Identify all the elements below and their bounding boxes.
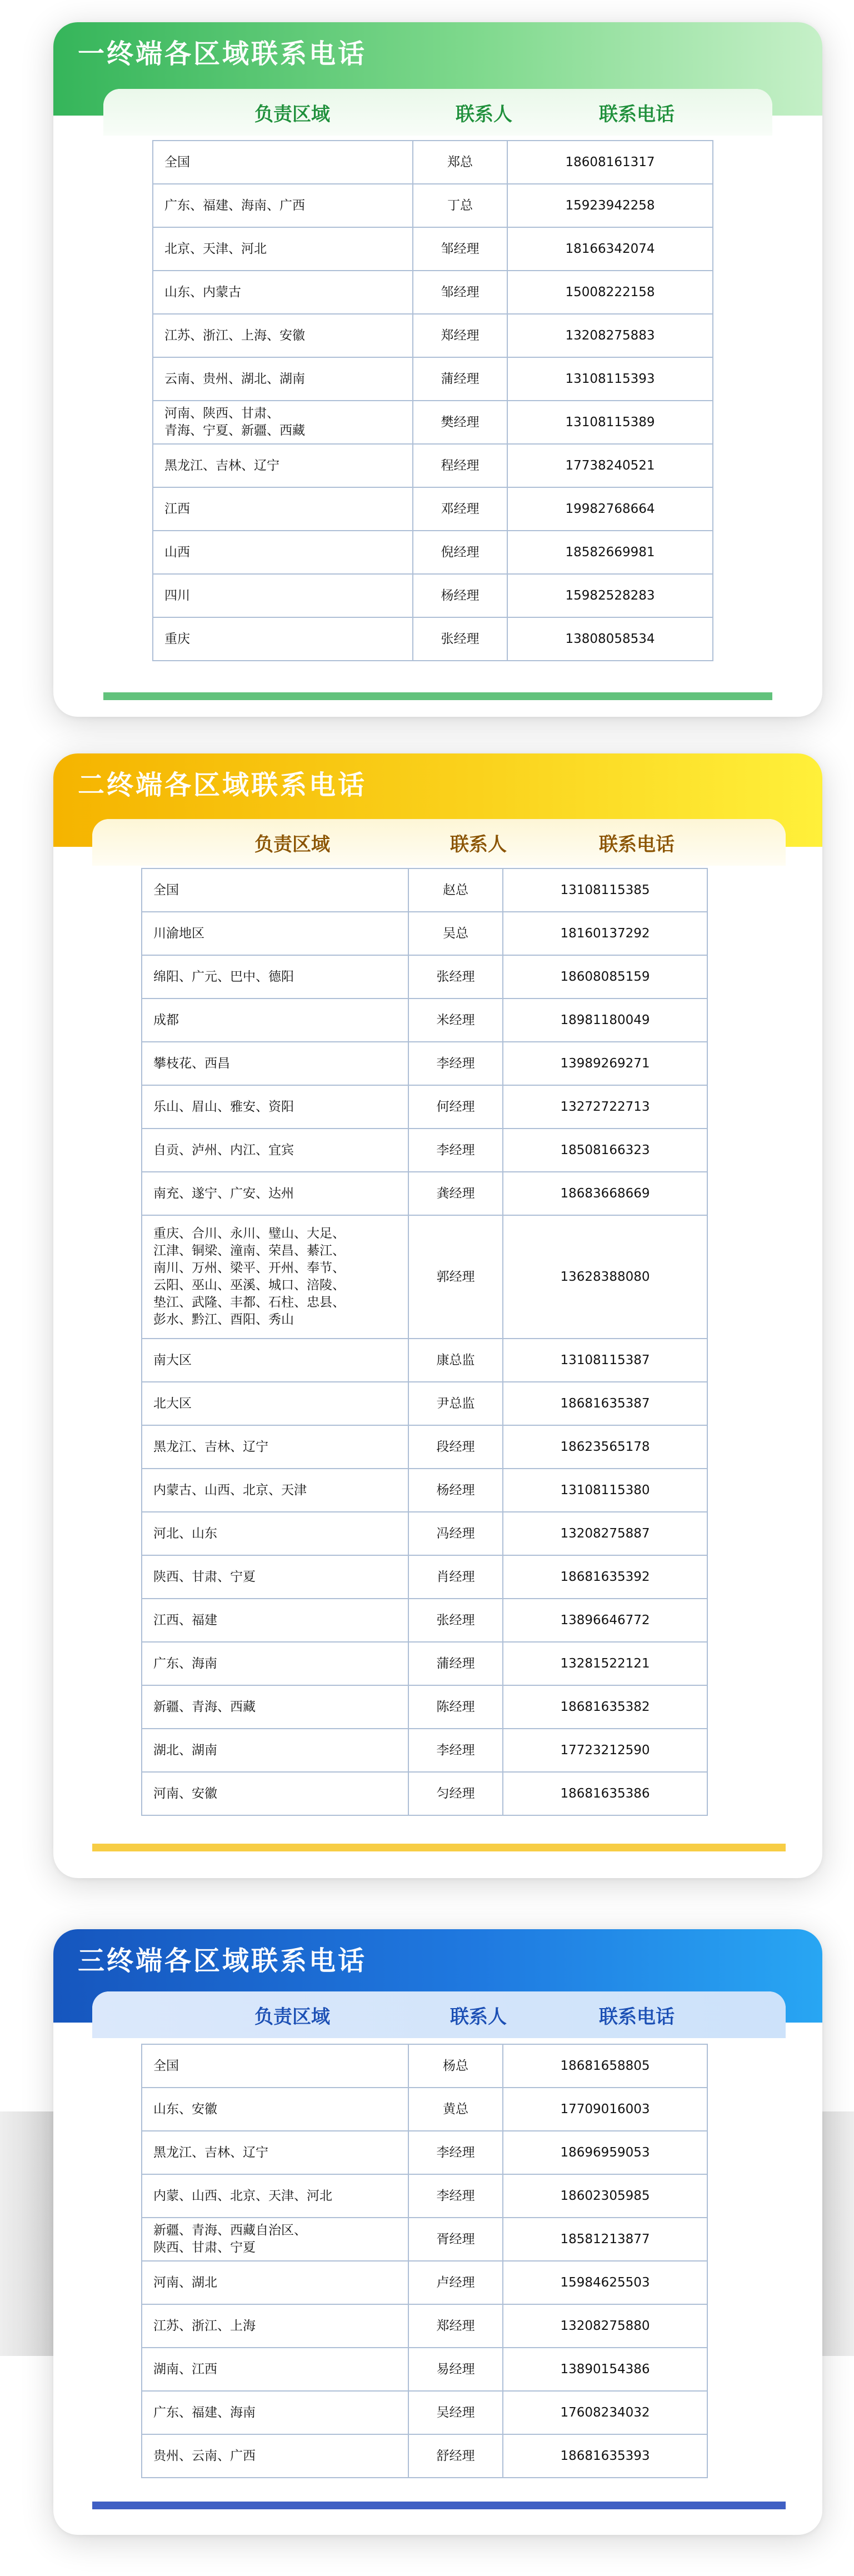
- phone-number-cell: 18166342074: [507, 227, 713, 271]
- contact-person-cell: 李经理: [408, 1129, 503, 1172]
- table-row: [142, 2044, 707, 2088]
- region-cell: 四川: [153, 574, 413, 617]
- terminal-1-contact-card: [53, 22, 822, 717]
- region-cell: 陕西、甘肃、宁夏: [142, 1555, 408, 1599]
- phone-number-cell: 13281522121: [503, 1642, 707, 1685]
- contact-person-cell: 蒲经理: [408, 1642, 503, 1685]
- region-cell: 北大区: [142, 1382, 408, 1425]
- table-row: [142, 1339, 707, 1382]
- table-row: [142, 1172, 707, 1215]
- region-cell: 全国: [153, 141, 413, 184]
- region-cell: 重庆、合川、永川、璧山、大足、 江津、铜梁、潼南、荣昌、綦江、 南川、万州、梁平、开州、奉节、 云阳、巫山、巫溪、城口、涪陵、 垫江、武隆、丰都、石柱、忠县、 彭水、黔江、酉阳、秀山: [142, 1215, 408, 1339]
- region-cell: 河北、山东: [142, 1512, 408, 1555]
- region-cell: 绵阳、广元、巴中、德阳: [142, 955, 408, 999]
- contact-table: [141, 2044, 708, 2478]
- region-cell: 河南、安徽: [142, 1772, 408, 1815]
- phone-number-cell: 13208275883: [507, 314, 713, 357]
- contact-person-cell: 陈经理: [408, 1685, 503, 1729]
- panel-bottom-bar: [103, 692, 772, 700]
- phone-number-cell: 15984625503: [503, 2261, 707, 2304]
- table-row: [142, 868, 707, 912]
- region-cell: 南大区: [142, 1339, 408, 1382]
- contact-person-cell: 丁总: [413, 184, 507, 227]
- phone-number-cell: 15982528283: [507, 574, 713, 617]
- contact-panel: [92, 1991, 786, 2509]
- region-cell: 湖北、湖南: [142, 1729, 408, 1772]
- table-row: [153, 531, 713, 574]
- table-row: [142, 2434, 707, 2478]
- region-cell: 内蒙、山西、北京、天津、河北: [142, 2174, 408, 2218]
- contact-person-cell: 胥经理: [408, 2218, 503, 2261]
- region-cell: 贵州、云南、广西: [142, 2434, 408, 2478]
- table-row: [142, 999, 707, 1042]
- contact-person-cell: 张经理: [413, 617, 507, 661]
- contact-person-cell: 舒经理: [408, 2434, 503, 2478]
- card-title: 二终端各区域联系电话: [78, 770, 367, 801]
- contact-person-cell: 蒲经理: [413, 357, 507, 401]
- column-header-area: 负责区域: [254, 833, 330, 856]
- contact-person-cell: 吴经理: [408, 2391, 503, 2434]
- region-cell: 云南、贵州、湖北、湖南: [153, 357, 413, 401]
- contact-person-cell: 郭经理: [408, 1215, 503, 1339]
- region-cell: 黑龙江、吉林、辽宁: [142, 1425, 408, 1469]
- column-header-phone: 联系电话: [599, 2006, 675, 2028]
- phone-number-cell: 13108115385: [503, 868, 707, 912]
- contact-person-cell: 杨总: [408, 2044, 503, 2088]
- contact-person-cell: 邹经理: [413, 227, 507, 271]
- region-cell: 山西: [153, 531, 413, 574]
- table-row: [153, 357, 713, 401]
- card-title: 一终端各区域联系电话: [78, 38, 367, 69]
- region-cell: 内蒙古、山西、北京、天津: [142, 1469, 408, 1512]
- table-row: [142, 1215, 707, 1339]
- region-cell: 江西: [153, 487, 413, 531]
- panel-bottom-bar: [92, 2502, 786, 2509]
- contact-table: [152, 140, 713, 661]
- contact-panel: [103, 89, 772, 700]
- phone-number-cell: 17709016003: [503, 2088, 707, 2131]
- region-cell: 南充、遂宁、广安、达州: [142, 1172, 408, 1215]
- column-header-person: 联系人: [450, 833, 507, 856]
- phone-number-cell: 13208275880: [503, 2304, 707, 2348]
- card-title: 三终端各区域联系电话: [78, 1945, 367, 1976]
- table-row: [142, 955, 707, 999]
- region-cell: 湖南、江西: [142, 2348, 408, 2391]
- column-header-person: 联系人: [456, 103, 512, 126]
- phone-number-cell: 13108115380: [503, 1469, 707, 1512]
- table-row: [153, 444, 713, 487]
- contact-person-cell: 康总监: [408, 1339, 503, 1382]
- contact-person-cell: 冯经理: [408, 1512, 503, 1555]
- table-row: [142, 1425, 707, 1469]
- phone-number-cell: 18696959053: [503, 2131, 707, 2174]
- region-cell: 全国: [142, 2044, 408, 2088]
- table-row: [153, 271, 713, 314]
- contact-person-cell: 米经理: [408, 999, 503, 1042]
- region-cell: 江苏、浙江、上海、安徽: [153, 314, 413, 357]
- table-row: [142, 2348, 707, 2391]
- panel-bottom-bar: [92, 1844, 786, 1851]
- region-cell: 北京、天津、河北: [153, 227, 413, 271]
- table-row: [153, 227, 713, 271]
- contact-person-cell: 张经理: [408, 955, 503, 999]
- table-row: [142, 1772, 707, 1815]
- region-cell: 黑龙江、吉林、辽宁: [142, 2131, 408, 2174]
- table-row: [142, 1599, 707, 1642]
- region-cell: 黑龙江、吉林、辽宁: [153, 444, 413, 487]
- contact-person-cell: 匀经理: [408, 1772, 503, 1815]
- table-row: [142, 2261, 707, 2304]
- region-cell: 广东、福建、海南、广西: [153, 184, 413, 227]
- region-cell: 重庆: [153, 617, 413, 661]
- contact-person-cell: 卢经理: [408, 2261, 503, 2304]
- region-cell: 自贡、泸州、内江、宜宾: [142, 1129, 408, 1172]
- phone-number-cell: 13108115389: [507, 401, 713, 444]
- contact-person-cell: 邹经理: [413, 271, 507, 314]
- contact-person-cell: 李经理: [408, 2131, 503, 2174]
- phone-number-cell: 18602305985: [503, 2174, 707, 2218]
- column-header-row: [92, 1991, 786, 2038]
- region-cell: 河南、陕西、甘肃、 青海、宁夏、新疆、西藏: [153, 401, 413, 444]
- table-row: [153, 487, 713, 531]
- phone-number-cell: 15923942258: [507, 184, 713, 227]
- terminal-3-contact-card: [53, 1929, 822, 2535]
- phone-number-cell: 18608085159: [503, 955, 707, 999]
- phone-number-cell: 17738240521: [507, 444, 713, 487]
- phone-number-cell: 13208275887: [503, 1512, 707, 1555]
- table-row: [153, 314, 713, 357]
- phone-number-cell: 18981180049: [503, 999, 707, 1042]
- phone-number-cell: 18681658805: [503, 2044, 707, 2088]
- contact-person-cell: 易经理: [408, 2348, 503, 2391]
- contact-table: [141, 868, 708, 1816]
- phone-number-cell: 13628388080: [503, 1215, 707, 1339]
- contact-person-cell: 邓经理: [413, 487, 507, 531]
- table-row: [142, 912, 707, 955]
- contact-person-cell: 李经理: [408, 1729, 503, 1772]
- table-row: [142, 1085, 707, 1129]
- table-row: [142, 1129, 707, 1172]
- contact-person-cell: 赵总: [408, 868, 503, 912]
- region-cell: 成都: [142, 999, 408, 1042]
- contact-person-cell: 郑经理: [413, 314, 507, 357]
- table-row: [153, 617, 713, 661]
- table-row: [142, 1469, 707, 1512]
- contact-person-cell: 张经理: [408, 1599, 503, 1642]
- phone-number-cell: 15008222158: [507, 271, 713, 314]
- column-header-phone: 联系电话: [599, 103, 675, 126]
- phone-number-cell: 18608161317: [507, 141, 713, 184]
- contact-person-cell: 杨经理: [413, 574, 507, 617]
- contact-person-cell: 李经理: [408, 1042, 503, 1085]
- region-cell: 江苏、浙江、上海: [142, 2304, 408, 2348]
- phone-number-cell: 13989269271: [503, 1042, 707, 1085]
- phone-number-cell: 18582669981: [507, 531, 713, 574]
- phone-number-cell: 17608234032: [503, 2391, 707, 2434]
- table-row: [142, 2174, 707, 2218]
- phone-number-cell: 13808058534: [507, 617, 713, 661]
- contact-person-cell: 尹总监: [408, 1382, 503, 1425]
- column-header-person: 联系人: [450, 2006, 507, 2028]
- column-header-phone: 联系电话: [599, 833, 675, 856]
- contact-person-cell: 倪经理: [413, 531, 507, 574]
- contact-person-cell: 肖经理: [408, 1555, 503, 1599]
- table-row: [153, 574, 713, 617]
- phone-number-cell: 18508166323: [503, 1129, 707, 1172]
- region-cell: 新疆、青海、西藏: [142, 1685, 408, 1729]
- table-row: [142, 2304, 707, 2348]
- contact-person-cell: 李经理: [408, 2174, 503, 2218]
- contact-person-cell: 杨经理: [408, 1469, 503, 1512]
- phone-number-cell: 13108115393: [507, 357, 713, 401]
- contact-person-cell: 吴总: [408, 912, 503, 955]
- table-row: [142, 1382, 707, 1425]
- column-header-row: [92, 819, 786, 866]
- terminal-2-contact-card: [53, 753, 822, 1878]
- table-row: [142, 1642, 707, 1685]
- phone-number-cell: 18623565178: [503, 1425, 707, 1469]
- region-cell: 江西、福建: [142, 1599, 408, 1642]
- phone-number-cell: 18681635393: [503, 2434, 707, 2478]
- contact-person-cell: 何经理: [408, 1085, 503, 1129]
- contact-person-cell: 郑经理: [408, 2304, 503, 2348]
- phone-number-cell: 18681635382: [503, 1685, 707, 1729]
- phone-number-cell: 18681635392: [503, 1555, 707, 1599]
- table-row: [142, 1685, 707, 1729]
- table-row: [142, 2218, 707, 2261]
- column-header-area: 负责区域: [254, 2006, 330, 2028]
- table-row: [142, 1512, 707, 1555]
- region-cell: 川渝地区: [142, 912, 408, 955]
- contact-person-cell: 樊经理: [413, 401, 507, 444]
- table-row: [142, 2391, 707, 2434]
- contact-person-cell: 段经理: [408, 1425, 503, 1469]
- column-header-row: [103, 89, 772, 136]
- table-row: [142, 2131, 707, 2174]
- table-row: [142, 2088, 707, 2131]
- table-row: [142, 1729, 707, 1772]
- contact-person-cell: 程经理: [413, 444, 507, 487]
- phone-number-cell: 18160137292: [503, 912, 707, 955]
- phone-number-cell: 19982768664: [507, 487, 713, 531]
- phone-number-cell: 13890154386: [503, 2348, 707, 2391]
- phone-number-cell: 17723212590: [503, 1729, 707, 1772]
- region-cell: 广东、海南: [142, 1642, 408, 1685]
- phone-number-cell: 18683668669: [503, 1172, 707, 1215]
- column-header-area: 负责区域: [254, 103, 330, 126]
- table-row: [142, 1042, 707, 1085]
- region-cell: 攀枝花、西昌: [142, 1042, 408, 1085]
- region-cell: 全国: [142, 868, 408, 912]
- region-cell: 河南、湖北: [142, 2261, 408, 2304]
- phone-number-cell: 18581213877: [503, 2218, 707, 2261]
- phone-number-cell: 18681635387: [503, 1382, 707, 1425]
- table-row: [153, 141, 713, 184]
- phone-number-cell: 18681635386: [503, 1772, 707, 1815]
- contact-person-cell: 黄总: [408, 2088, 503, 2131]
- phone-number-cell: 13896646772: [503, 1599, 707, 1642]
- table-row: [153, 184, 713, 227]
- phone-number-cell: 13272722713: [503, 1085, 707, 1129]
- table-row: [153, 401, 713, 444]
- region-cell: 广东、福建、海南: [142, 2391, 408, 2434]
- table-row: [142, 1555, 707, 1599]
- phone-number-cell: 13108115387: [503, 1339, 707, 1382]
- region-cell: 山东、安徽: [142, 2088, 408, 2131]
- region-cell: 山东、内蒙古: [153, 271, 413, 314]
- region-cell: 新疆、青海、西藏自治区、 陕西、甘肃、宁夏: [142, 2218, 408, 2261]
- region-cell: 乐山、眉山、雅安、资阳: [142, 1085, 408, 1129]
- contact-person-cell: 郑总: [413, 141, 507, 184]
- contact-person-cell: 龚经理: [408, 1172, 503, 1215]
- contact-panel: [92, 819, 786, 1851]
